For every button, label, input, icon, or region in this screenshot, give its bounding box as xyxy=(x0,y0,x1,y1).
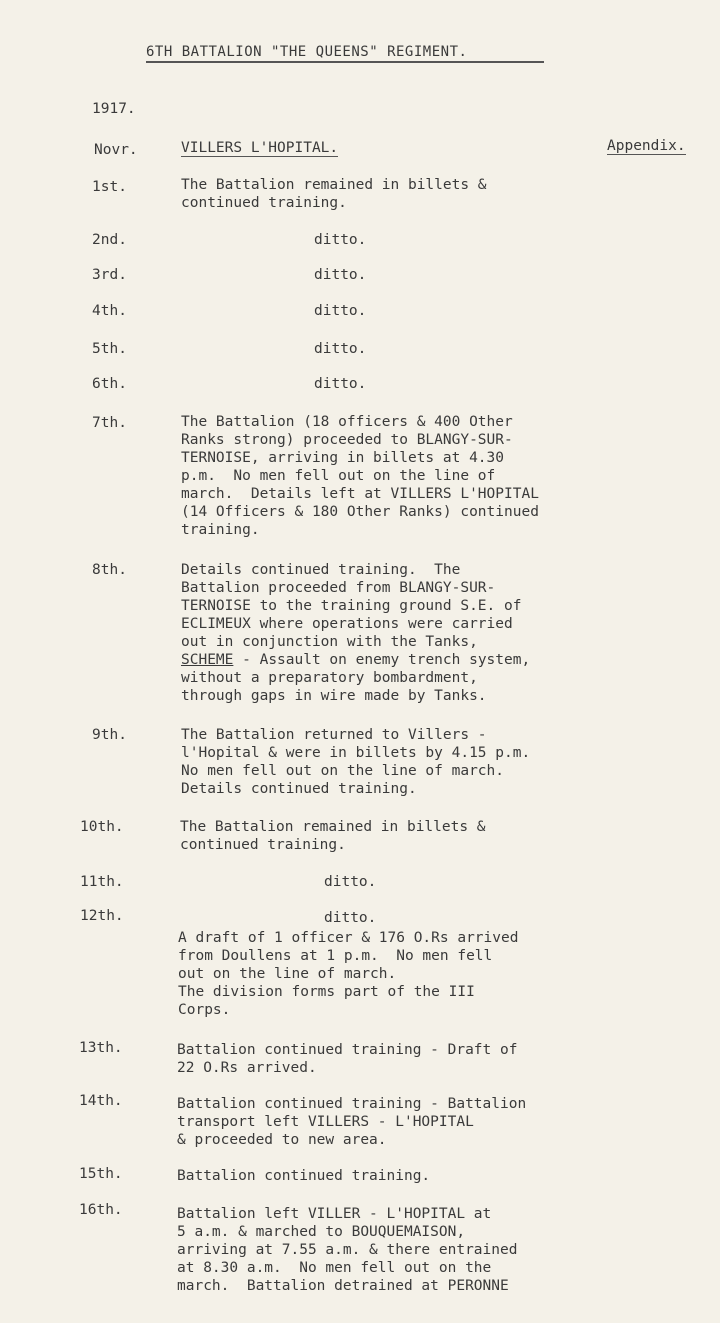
entry-text xyxy=(177,1167,430,1185)
entry-line: l'Hopital & were in billets by 4.15 p.m. xyxy=(181,745,531,761)
entry-line: Battalion continued training - Draft of xyxy=(177,1042,518,1058)
entry-text xyxy=(177,1041,517,1077)
entry-text xyxy=(177,1095,526,1149)
entry-date: 7th. xyxy=(92,415,127,431)
entry-line: arriving at 7.55 a.m. & there entrained xyxy=(177,1242,518,1258)
entry-text xyxy=(180,818,486,854)
scheme-label: SCHEME xyxy=(181,652,234,668)
entry-line: continued training. xyxy=(180,837,346,853)
entry-text xyxy=(177,1205,517,1295)
entry-text xyxy=(181,176,487,212)
place-label: VILLERS L'HOPITAL. xyxy=(181,140,339,156)
entry-line: TERNOISE, arriving in billets at 4.30 xyxy=(181,450,505,466)
entry-line: 5 a.m. & marched to BOUQUEMAISON, xyxy=(177,1224,466,1240)
entry-date: 8th. xyxy=(92,562,127,578)
entry-line: Details continued training. The xyxy=(181,562,461,578)
entry-line: continued training. xyxy=(181,195,347,211)
ditto-mark: ditto. xyxy=(324,910,377,926)
entry-date: 1st. xyxy=(92,179,127,195)
appendix-label: Appendix. xyxy=(607,138,686,154)
entry-line: TERNOISE to the training ground S.E. of xyxy=(181,598,522,614)
entry-line: 22 O.Rs arrived. xyxy=(177,1060,317,1076)
entry-line: march. Battalion detrained at PERONNE xyxy=(177,1278,509,1294)
year-label: 1917. xyxy=(92,101,136,117)
entry-text xyxy=(181,561,530,705)
ditto-mark: ditto. xyxy=(314,267,367,283)
ditto-mark: ditto. xyxy=(314,232,367,248)
entry-line: The Battalion remained in billets & xyxy=(181,177,487,193)
entry-line: at 8.30 a.m. No men fell out on the xyxy=(177,1260,492,1276)
entry-line: march. Details left at VILLERS L'HOPITAL xyxy=(181,486,539,502)
entry-line: ECLIMEUX where operations were carried xyxy=(181,616,513,632)
entry-date: 3rd. xyxy=(92,267,127,283)
entry-line: transport left VILLERS - L'HOPITAL xyxy=(177,1114,474,1130)
entry-text xyxy=(181,726,530,798)
entry-line: (14 Officers & 180 Other Ranks) continued xyxy=(181,504,539,520)
entry-line: A draft of 1 officer & 176 O.Rs arrived xyxy=(178,930,519,946)
entry-date: 12th. xyxy=(80,908,124,924)
entry-line: out on the line of march. xyxy=(178,966,397,982)
entry-text xyxy=(181,413,539,539)
entry-line: - Assault on enemy trench system, xyxy=(242,652,531,668)
entry-line: Corps. xyxy=(178,1002,231,1018)
entry-date: 11th. xyxy=(80,874,124,890)
ditto-mark: ditto. xyxy=(324,874,377,890)
entry-line: Details continued training. xyxy=(181,781,417,797)
entry-date: 9th. xyxy=(92,727,127,743)
entry-line: The Battalion (18 officers & 400 Other xyxy=(181,414,513,430)
entry-line: The Battalion returned to Villers - xyxy=(181,727,487,743)
entry-line: & proceeded to new area. xyxy=(177,1132,387,1148)
entry-line: Battalion left VILLER - L'HOPITAL at xyxy=(177,1206,492,1222)
entry-line: Battalion proceeded from BLANGY-SUR- xyxy=(181,580,496,596)
entry-date: 13th. xyxy=(79,1040,123,1056)
entry-date: 14th. xyxy=(79,1093,123,1109)
ditto-mark: ditto. xyxy=(314,303,367,319)
entry-date: 15th. xyxy=(79,1166,123,1182)
entry-text xyxy=(178,929,518,1019)
entry-line: No men fell out on the line of march. xyxy=(181,763,505,779)
month-label: Novr. xyxy=(94,142,138,158)
entry-date: 16th. xyxy=(79,1202,123,1218)
entry-date: 2nd. xyxy=(92,232,127,248)
page-heading: 6TH BATTALION "THE QUEENS" REGIMENT. xyxy=(146,44,544,63)
entry-line: Battalion continued training - Battalion xyxy=(177,1096,527,1112)
entry-line: training. xyxy=(181,522,260,538)
entry-date: 5th. xyxy=(92,341,127,357)
entry-date: 6th. xyxy=(92,376,127,392)
entry-line: p.m. No men fell out on the line of xyxy=(181,468,496,484)
ditto-mark: ditto. xyxy=(314,341,367,357)
entry-date: 4th. xyxy=(92,303,127,319)
entry-line: The division forms part of the III xyxy=(178,984,475,1000)
entry-line: through gaps in wire made by Tanks. xyxy=(181,688,487,704)
entry-line: The Battalion remained in billets & xyxy=(180,819,486,835)
entry-line: from Doullens at 1 p.m. No men fell xyxy=(178,948,493,964)
entry-line: out in conjunction with the Tanks, xyxy=(181,634,478,650)
entry-line: without a preparatory bombardment, xyxy=(181,670,478,686)
ditto-mark: ditto. xyxy=(314,376,367,392)
entry-date: 10th. xyxy=(80,819,124,835)
entry-line: Battalion continued training. xyxy=(177,1168,431,1184)
entry-line: Ranks strong) proceeded to BLANGY-SUR- xyxy=(181,432,513,448)
